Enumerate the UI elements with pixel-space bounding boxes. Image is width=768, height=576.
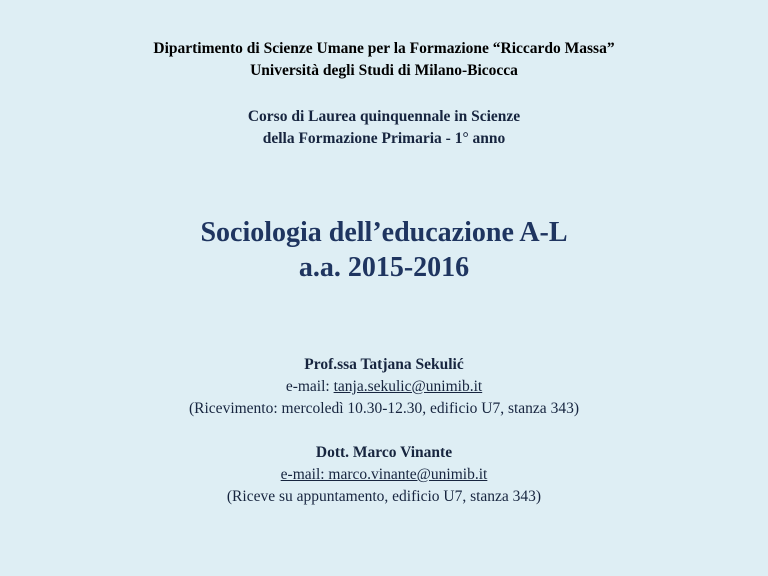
assistant-email-line bbox=[0, 466, 768, 484]
professor-email-label: e-mail: bbox=[285, 378, 334, 395]
professor-email-link[interactable]: tanja.sekulic@unimib.it bbox=[333, 378, 483, 395]
course-line-1: Corso di Laurea quinquennale in Scienze bbox=[247, 108, 521, 125]
assistant-office-hours: (Riceve su appuntamento, edificio U7, stanza 343) bbox=[226, 488, 542, 505]
professor-email-line bbox=[0, 378, 768, 396]
professor-office-hours: (Ricevimento: mercoledì 10.30-12.30, edificio U7, stanza 343) bbox=[189, 400, 579, 417]
department-name: Dipartimento di Scienze Umane per la Formazione “Riccardo Massa” bbox=[153, 40, 615, 57]
university-name: Università degli Studi di Milano-Bicocca bbox=[250, 62, 518, 79]
assistant-name: Dott. Marco Vinante bbox=[315, 444, 453, 461]
academic-year: a.a. 2015-2016 bbox=[298, 252, 470, 283]
course-line-2: della Formazione Primaria - 1° anno bbox=[262, 130, 506, 147]
assistant-email-link[interactable]: e-mail: marco.vinante@unimib.it bbox=[280, 466, 488, 483]
slide-title: Sociologia dell’educazione A-L bbox=[200, 217, 568, 248]
professor-name: Prof.ssa Tatjana Sekulić bbox=[304, 356, 464, 373]
